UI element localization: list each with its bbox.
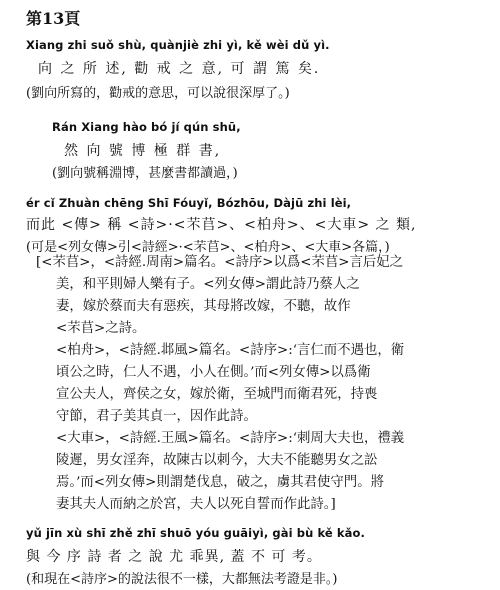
page-number: 第13頁 — [26, 9, 81, 28]
annotation-line: [<芣苢>，<詩經.周南>篇名。<詩序>以爲<芣苢>言后妃之 — [36, 255, 404, 270]
section2-pinyin: Rán Xiang hào bó jí qún shū, — [52, 120, 241, 134]
section4-pinyin: yǔ jīn xù shī zhě zhī shuō yóu guāiyì, gài bù kě kǎo. — [26, 526, 365, 540]
annotation-line: 焉。’而<列女傳>則謂楚伐息，破之，虜其君使守門。將 — [56, 475, 384, 490]
section2-chinese: 然 向 號 博 極 群 書, — [64, 143, 222, 159]
section4-chinese: 與 今 序 詩 者 之 說 尤 乖異, 蓋 不 可 考。 — [26, 549, 322, 565]
annotation-line: 妻，嫁於蔡而夫有惡疾，其母將改嫁，不聽，故作 — [56, 299, 351, 314]
annotation-line: <柏舟>，<詩經.邶風>篇名。<詩序>:‘言仁而不遇也，衛 — [56, 343, 405, 358]
section3-translation: (可是<列女傳>引<詩經>·<芣苢>、<柏舟>、<大車>各篇，) — [26, 240, 390, 255]
section3-pinyin: ér cǐ Zhuàn chēng Shī Fóuyǐ, Bózhōu, Dàjū zhi lèi, — [26, 196, 352, 210]
section3-chinese: 而此 <傳> 稱 <詩>·<芣苢>、<柏舟>、<大車> 之 類, — [26, 217, 417, 233]
annotation-line: 頃公之時，仁人不遇，小人在側。’而<列女傳>以爲衛 — [56, 365, 371, 380]
annotation-line: 陵遲，男女淫奔，故陳古以刺今，大夫不能聽男女之訟 — [56, 453, 378, 468]
annotation-line: 宣公夫人，齊侯之女，嫁於衛，至城門而衛君死，持喪 — [56, 387, 378, 402]
annotation-line: 妻其夫人而納之於宮，夫人以死自誓而作此詩。] — [56, 497, 336, 512]
section4-translation: (和現在<詩序>的說法很不一樣，大都無法考證是非。) — [26, 572, 338, 587]
annotation-line: <大車>，<詩經.王風>篇名。<詩序>:‘刺周大夫也，禮義 — [56, 431, 405, 446]
annotation-line: 守節，君子美其貞一，因作此詩。 — [56, 409, 257, 424]
annotation-line: <芣苢>之詩。 — [56, 321, 146, 336]
section1-translation: (劉向所寫的，勸戒的意思，可以說很深厚了。) — [26, 86, 290, 101]
section2-translation: (劉向號稱淵博，甚麼書都讀過，) — [52, 166, 238, 181]
annotation-line: 美，和平則婦人樂有子。<列女傳>謂此詩乃蔡人之 — [56, 277, 360, 292]
section1-pinyin: Xiang zhi suǒ shù, quànjiè zhi yì, kě wèi dǔ yì. — [26, 38, 330, 52]
section1-chinese: 向 之 所 述, 勸 戒 之 意, 可 謂 篤 矣. — [38, 61, 321, 77]
